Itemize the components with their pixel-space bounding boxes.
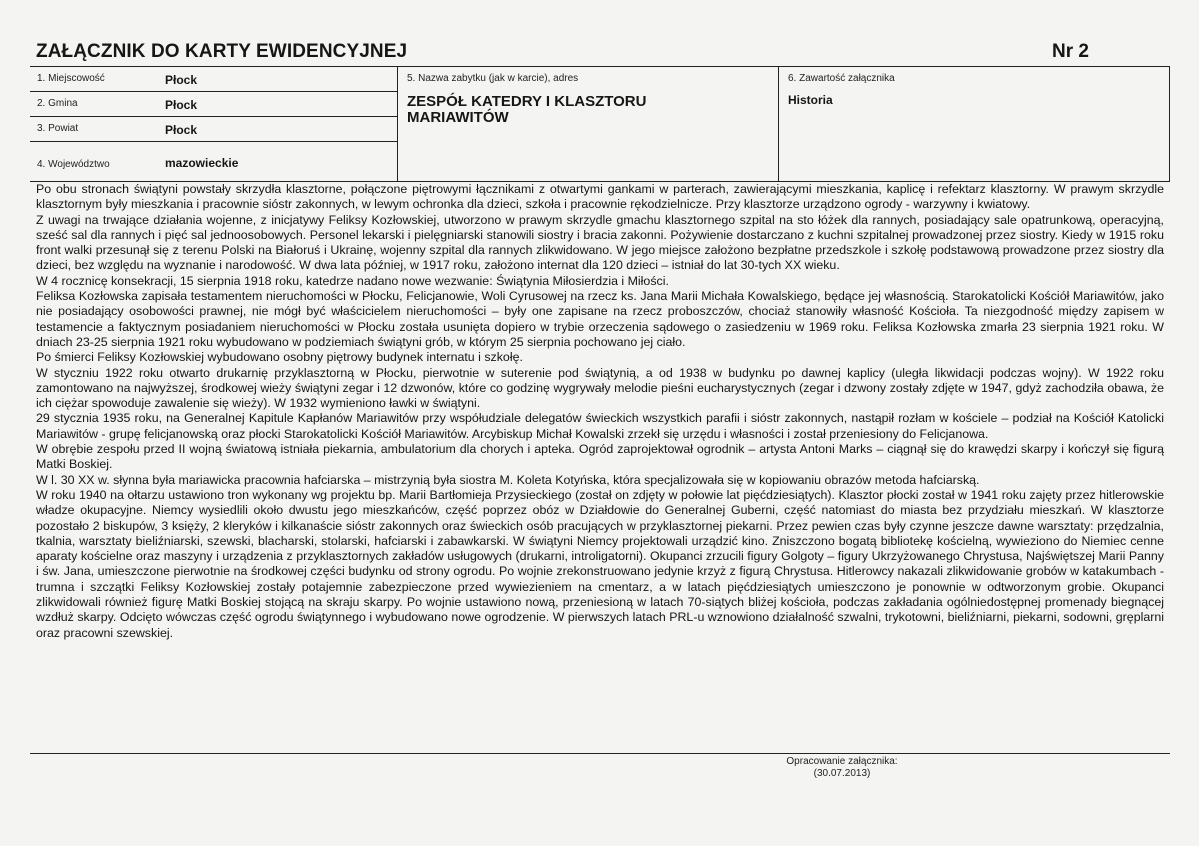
location-column [30,67,398,181]
powiat-value: Płock [165,123,198,137]
footer [742,756,942,780]
row-miejscowosc [30,67,397,92]
wojewodztwo-label: 4. Województwo [37,159,110,170]
header-table [30,66,1170,182]
attachment-content-value: Historia [788,93,833,107]
attachment-content-label: 6. Zawartość załącznika [788,73,895,84]
row-powiat [30,117,397,142]
monument-name-value: ZESPÓŁ KATEDRY I KLASZTORU MARIAWITÓW [407,93,647,126]
paragraph: W roku 1940 na ołtarzu ustawiono tron wykonany wg projektu bp. Marii Bartłomieja Przysieckiego (został on zdjęty w połowie lat pięćdziesiątych). Klasztor płocki został w 1941 roku zajęty przez hitlerowskie władze okupacyjne. Niemcy wysiedlili około dwustu jego mieszkańców, część poprzez obóz w Działdowie do Generalnej Guberni, część natomiast do miasta bez przydziału mieszkań. W klasztorze pozostało 2 biskupów, 3 księży, 2 kleryków i kilkanaście sióstr zakonnych oraz świeckich osób pracujących w przyklasztornej piekarni. Przez pewien czas były czynne jeszcze dawne warsztaty: przędzalnia, tkalnia, warsztaty bieliźniarski, szewski, blacharski, stolarski, hafciarski i zabawkarski. W świątyni Niemcy projektowali urządzić kino. Zniszczono bogatą bibliotekę kościelną, wywieziono do Niemiec cenne aparaty kościelne oraz maszyny i urządzenia z przyklasztornych zakładów usługowych (drukarni, introligatorni). Okupanci zrzucili figury Golgoty – figury Ukrzyżowanego Chrystusa, Najświętszej Marii Panny i św. Jana, umieszczone pierwotnie na środkowej części budynku od strony ogrodu. Po wojnie zrekonstruowano jedynie krzyż z figurą Chrystusa. Hitlerowcy nakazali zlikwidowanie grobów w katakumbach - trumna i szczątki Feliksy Kozłowskiej zostały potajemnie zabezpieczone przed wywiezieniem na cmentarz, a w latach pięćdziesiątych umieszczono je ponownie w odtworzonym grobie. Okupanci zlikwidowali również figurę Matki Boskiej stojącą na skraju skarpy. Po wojnie ustawiono nową, przeniesioną w latach 70-siątych bliżej kościoła, podczas zakładania ogólniedostępnej promenady biegnącej wzdłuż skarpy. Odcięto wówczas część ogrodu świątynnego i wybudowano nowe ogrodzenie. W pierwszych latach PRL-u wznowiono działalność szwalni, trykotowni, bieliźniarni, piekarni, sodowni, gręplarni oraz pracowni szewskiej. [36,487,1164,640]
paragraph: Po obu stronach świątyni powstały skrzydła klasztorne, połączone piętrowymi łącznikami z otwartymi gankami w parterach, zawierającymi mieszkania, kaplicę i refektarz klasztorny. W prawym skrzydle klasztornym były mieszkania i pracownie sióstr zakonnych, w lewym ochronka dla dzieci, szkoła i pracownie rękodzielnicze. Przy klasztorze urządzono ogrody - warzywny i kwiatowy. [36,182,1164,212]
row-gmina [30,92,397,117]
history-text [36,182,1164,641]
paragraph: Z uwagi na trwające działania wojenne, z inicjatywy Feliksy Kozłowskiej, utworzono w prawym skrzydle gmachu klasztornego szpital na sto łóżek dla rannych, posiadający sale opatrunkową, operacyjną, sześć sal dla rannych i pięć sal jednoosobowych. Personel lekarski i pielęgniarski stanowili siostry i bracia zakonni. Pożywienie dostarczano z kuchni szpitalnej prowadzonej przez siostry. Kiedy w 1915 roku front walki przesunął się z terenu Polski na Białoruś i Ukrainę, wojenny szpital dla rannych zlikwidowano. W jego miejsce założono bezpłatne przedszkole i szkołę podstawową prowadzone przez siostry dla dzieci, bez względu na wyznanie i narodowość. W dwa lata później, w 1917 roku, założono internat dla 120 dzieci – istniał do lat 30-tych XX wieku. [36,212,1164,273]
monument-name-column [398,67,779,181]
wojewodztwo-value: mazowieckie [165,156,239,170]
powiat-label: 3. Powiat [37,123,79,134]
monument-name-label: 5. Nazwa zabytku (jak w karcie), adres [407,73,579,84]
attachment-content-column [779,67,1169,181]
miejscowosc-label: 1. Miejscowość [37,73,105,84]
document-number: Nr 2 [1052,41,1089,62]
paragraph: Po śmierci Feliksy Kozłowskiej wybudowano osobny piętrowy budynek internatu i szkołę. [36,350,523,365]
paragraph: W obrębie zespołu przed II wojną światową istniała piekarnia, ambulatorium dla chorych i apteka. Ogród zaprojektował ogrodnik – artysta Antoni Marks – ciągnął się do krawędzi skarpy i kończył się figurą Matki Boskiej. [36,442,1164,472]
footer-label: Opracowanie załącznika: [786,756,898,767]
row-wojewodztwo [30,142,397,183]
miejscowosc-value: Płock [165,73,198,87]
footer-date: (30.07.2013) [813,768,871,779]
gmina-label: 2. Gmina [37,98,78,109]
paragraph: 29 stycznia 1935 roku, na Generalnej Kapitule Kapłanów Mariawitów przy współudziale delegatów świeckich wszystkich parafii i sióstr zakonnych, nastąpił rozłam w kościele – podział na Kościół Katolicki Mariawitów - grupę felicjanowską oraz płocki Starokatolicki Kościół Mariawitów. Arcybiskup Michał Kowalski zrzekł się urzędu i własności i został przeniesiony do Felicjanowa. [36,411,1164,441]
document-title: ZAŁĄCZNIK DO KARTY EWIDENCYJNEJ [36,41,408,62]
paragraph: W styczniu 1922 roku otwarto drukarnię przyklasztorną w Płocku, pierwotnie w suterenie pod świątynią, a od 1938 w budynku po dawnej kaplicy (uległa likwidacji podczas wojny). W 1922 roku zamontowano na najwyższej, środkowej wieży świątyni zegar i 12 dzwonów, które co godzinę wygrywały melodie pieśni eucharystycznych (zegar i dzwony zostały zdjęte w 1947, gdyż zachodziła obawa, że ich ciężar spowoduje zawalenie się wieży). W 1932 wymieniono ławki w świątyni. [36,365,1164,411]
paragraph: W l. 30 XX w. słynna była mariawicka pracownia hafciarska – mistrzynią była siostra M. Koleta Kotyńska, która specjalizowała się w kopiowaniu obrazów metoda hafciarską. [36,472,980,487]
footer-divider [30,753,1170,754]
gmina-value: Płock [165,98,198,112]
paragraph: Feliksa Kozłowska zapisała testamentem nieruchomości w Płocku, Felicjanowie, Woli Cyrusowej na rzecz ks. Jana Marii Michała Kowalskiego, będące jej własnością. Starokatolicki Kościół Mariawitów, jako nie posiadający osobowości prawnej, nie mógł być właścicielem nieruchomości – były one zapisane na rzecz proboszczów, chociaż stanowiły własność Kościoła. Ta niezgodność między zapisem w testamencie a faktycznym posiadaniem nieruchomości w Płocku została usunięta dopiero w trybie orzeczenia sądowego o zasiedzeniu w 1969 roku. Feliksa Kozłowska zmarła 23 sierpnia 1921 roku. W dniach 23-25 sierpnia 1921 roku wybudowano w podziemiach świątyni grób, w którym 25 sierpnia pochowano jej ciało. [36,289,1164,349]
paragraph: W 4 rocznicę konsekracji, 15 sierpnia 1918 roku, katedrze nadano nowe wezwanie: Świątynia Miłosierdzia i Miłości. [36,273,669,288]
